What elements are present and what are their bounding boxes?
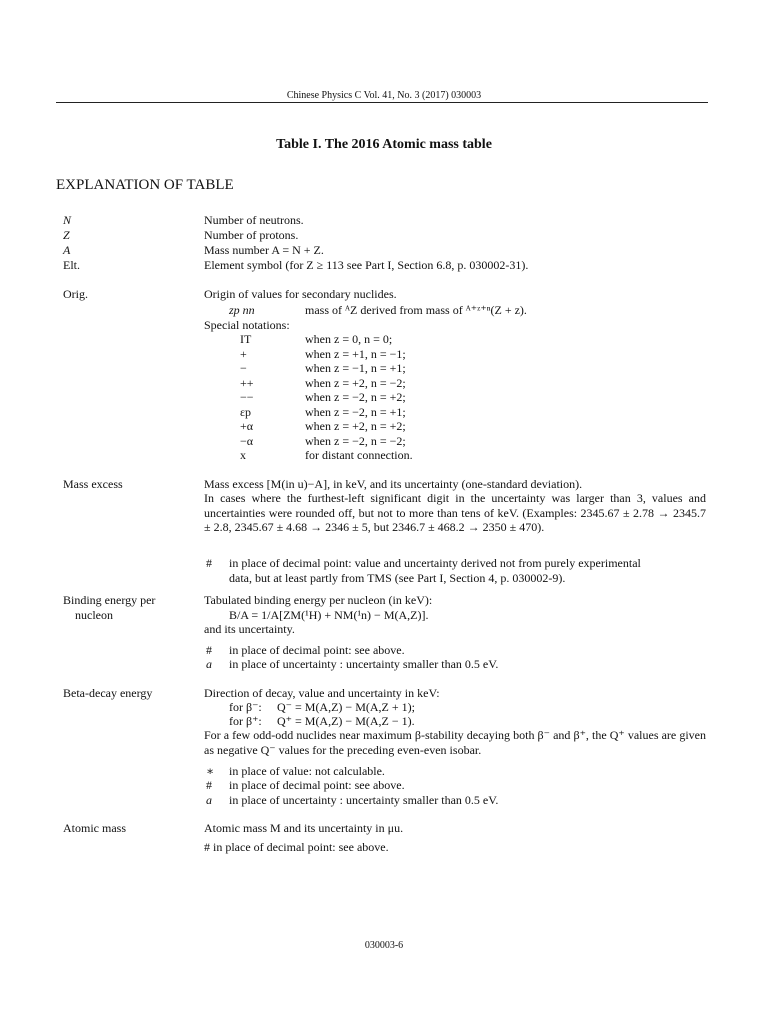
notation-desc: when z = −2, n = +1; (305, 405, 406, 419)
orig-zpnn-term: zp nn (229, 303, 255, 317)
mass-excess-hash-text-1: in place of decimal point: value and uncertainty derived not from purely experimental (229, 556, 641, 570)
header-rule (56, 102, 708, 103)
binding-hash-mark: # (206, 643, 212, 657)
beta-a-mark: a (206, 793, 212, 807)
mass-excess-paragraph: In cases where the furthest-left significant digit in the uncertainty was larger than 3, values and uncertainties were rounded off, but not to more than tens of keV. (Examples: 2345.67 ± 2.78 → 2345.7 ± 2.8, 2345.67 ± 4.68 → 2346 ± 5, but 2346.7 ± 468.2 → 2350 ± 470). (204, 491, 706, 534)
binding-formula: B/A = 1/A[ZM(¹H) + NM(¹n) − M(A,Z)]. (229, 608, 429, 622)
beta-star-text: in place of value: not calculable. (229, 764, 385, 778)
running-head: Chinese Physics C Vol. 41, No. 3 (2017) 030003 (286, 90, 482, 101)
binding-label-1: Binding energy per (63, 593, 156, 607)
notation-symbol: −− (240, 390, 254, 404)
notation-desc: when z = +2, n = +2; (305, 419, 406, 433)
notation-symbol: −α (240, 434, 254, 448)
notation-desc: when z = −1, n = +1; (305, 361, 406, 375)
beta-minus-label: for β⁻: (229, 700, 262, 714)
notation-symbol: εp (240, 405, 252, 419)
field-label-z: Z (63, 228, 70, 242)
field-text-z: Number of protons. (204, 228, 299, 242)
beta-hash-mark: # (206, 778, 212, 792)
orig-zpnn-desc: mass of ᴬZ derived from mass of ᴬ⁺ᶻ⁺ⁿ(Z + z). (305, 303, 527, 317)
beta-intro: Direction of decay, value and uncertainty in keV: (204, 686, 440, 700)
orig-special-label: Special notations: (204, 318, 290, 332)
field-label-n: N (63, 213, 72, 227)
notation-symbol: IT (240, 332, 252, 346)
notation-symbol: + (240, 347, 247, 361)
field-label-elt: Elt. (63, 258, 80, 272)
atomic-mass-label: Atomic mass (63, 821, 126, 835)
notation-symbol: ++ (240, 376, 254, 390)
binding-a-mark: a (206, 657, 212, 671)
mass-excess-label: Mass excess (63, 477, 123, 491)
atomic-mass-text: Atomic mass M and its uncertainty in μu. (204, 821, 404, 835)
notation-symbol: − (240, 361, 247, 375)
mass-excess-hash-mark: # (206, 556, 212, 570)
table-title: Table I. The 2016 Atomic mass table (276, 137, 492, 152)
binding-hash-text: in place of decimal point: see above. (229, 643, 405, 657)
page-number: 030003-6 (364, 940, 404, 951)
beta-hash-text: in place of decimal point: see above. (229, 778, 405, 792)
notation-desc: when z = −2, n = +2; (305, 390, 406, 404)
beta-label: Beta-decay energy (63, 686, 153, 700)
notation-desc: for distant connection. (305, 448, 413, 462)
mass-excess-hash-text-2: data, but at least partly from TMS (see Part I, Section 4, p. 030002-9). (229, 571, 566, 585)
notation-desc: when z = 0, n = 0; (305, 332, 393, 346)
binding-a-text: in place of uncertainty : uncertainty smaller than 0.5 eV. (229, 657, 499, 671)
notation-symbol: x (240, 448, 246, 462)
section-heading: EXPLANATION OF TABLE (56, 177, 234, 193)
orig-intro: Origin of values for secondary nuclides. (204, 287, 397, 301)
binding-uncertainty: and its uncertainty. (204, 622, 295, 636)
beta-a-text: in place of uncertainty : uncertainty smaller than 0.5 eV. (229, 793, 499, 807)
beta-plus-label: for β⁺: (229, 714, 262, 728)
field-text-n: Number of neutrons. (204, 213, 304, 227)
beta-plus-formula: Q⁺ = M(A,Z) − M(A,Z − 1). (277, 714, 415, 728)
orig-label: Orig. (63, 287, 88, 301)
notation-desc: when z = +1, n = −1; (305, 347, 406, 361)
binding-label-2: nucleon (75, 608, 113, 622)
beta-minus-formula: Q⁻ = M(A,Z) − M(A,Z + 1); (277, 700, 415, 714)
field-label-a: A (63, 243, 71, 257)
mass-excess-line1: Mass excess [M(in u)−A], in keV, and its uncertainty (one-standard deviation). (204, 477, 583, 491)
atomic-mass-hash-line: # in place of decimal point: see above. (204, 840, 389, 854)
binding-intro: Tabulated binding energy per nucleon (in keV): (204, 593, 433, 607)
field-text-elt: Element symbol (for Z ≥ 113 see Part I, Section 6.8, p. 030002-31). (204, 258, 529, 272)
beta-paragraph: For a few odd-odd nuclides near maximum β-stability decaying both β⁻ and β⁺, the Q⁺ values are given as negative Q⁻ values for the preceding even-even isobar. (204, 728, 706, 757)
notation-desc: when z = +2, n = −2; (305, 376, 406, 390)
field-text-a: Mass number A = N + Z. (204, 243, 324, 257)
notation-symbol: +α (240, 419, 254, 433)
beta-star-mark: ∗ (206, 764, 215, 778)
notation-desc: when z = −2, n = −2; (305, 434, 406, 448)
